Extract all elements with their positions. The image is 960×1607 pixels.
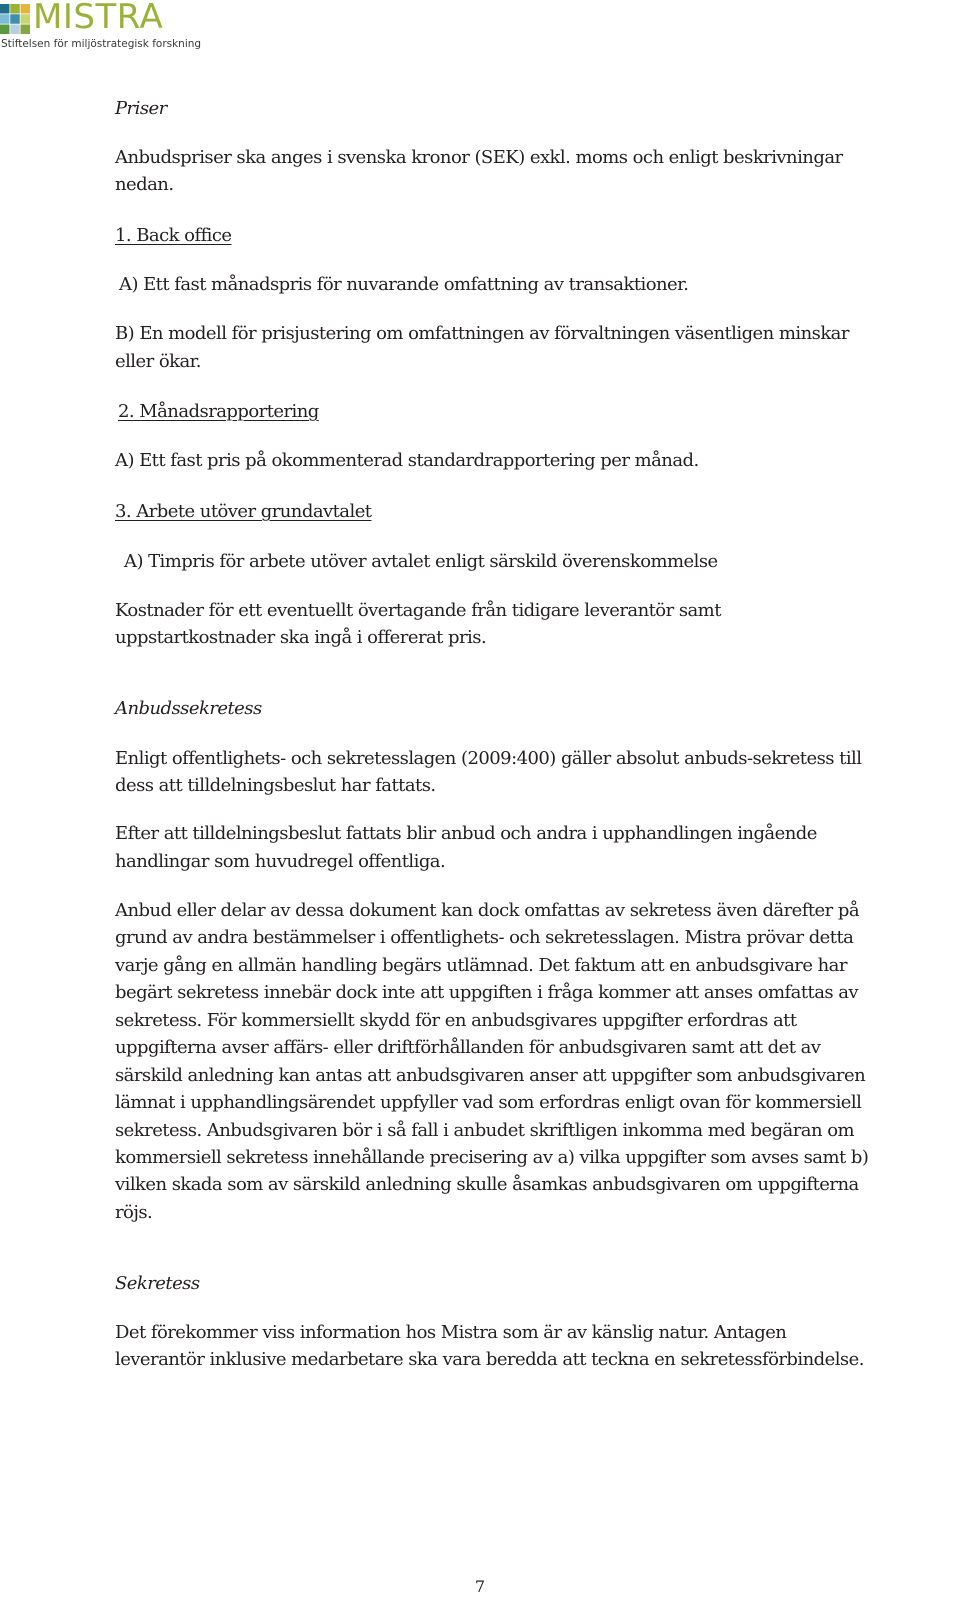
anbudssekretess-p3-line-4: begärt sekretess innebär dock inte att uppgiften i fråga kommer att anses omfattas av xyxy=(115,982,859,1003)
priser-intro-line-1: Anbudspriser ska anges i svenska kronor (SEK) exkl. moms och enligt beskrivningar xyxy=(115,147,843,168)
anbudssekretess-p1-line-1: Enligt offentlighets- och sekretesslagen (2009:400) gäller absolut anbuds-sekretess till xyxy=(115,748,862,769)
priser-closing-line-1: Kostnader för ett eventuellt övertagande från tidigare leverantör samt xyxy=(115,600,721,621)
logo-mosaic-icon xyxy=(0,4,30,34)
anbudssekretess-p3-line-8: lämnat i upphandlingsärendet uppfyller vad som erfordras enligt ovan för kommersiell xyxy=(115,1092,862,1113)
heading-anbudssekretess: Anbudssekretess xyxy=(115,698,262,719)
anbudssekretess-p3-line-11: vilken skada som av särskild anledning skulle åsamkas anbudsgivaren om uppgifterna xyxy=(115,1174,859,1195)
anbudssekretess-p3-line-2: grund av andra bestämmelser i offentlighets- och sekretesslagen. Mistra prövar detta xyxy=(115,927,854,948)
anbudssekretess-p1-line-2: dess att tilldelningsbeslut har fattats. xyxy=(115,775,436,796)
item-2-a: A) Ett fast pris på okommenterad standardrapportering per månad. xyxy=(115,450,699,471)
item-2-title: 2. Månadsrapportering xyxy=(118,401,319,422)
anbudssekretess-p3-line-3: varje gång en allmän handling begärs utlämnad. Det faktum att en anbudsgivare har xyxy=(115,955,847,976)
anbudssekretess-p3-line-1: Anbud eller delar av dessa dokument kan dock omfattas av sekretess även därefter på xyxy=(115,900,860,921)
sekretess-p1-line-1: Det förekommer viss information hos Mistra som är av känslig natur. Antagen xyxy=(115,1322,787,1343)
anbudssekretess-p3-line-12: röjs. xyxy=(115,1202,153,1223)
heading-sekretess: Sekretess xyxy=(115,1273,200,1294)
item-1-title: 1. Back office xyxy=(115,225,232,246)
anbudssekretess-p2-line-2: handlingar som huvudregel offentliga. xyxy=(115,851,446,872)
mistra-logo xyxy=(0,0,200,56)
item-3-title: 3. Arbete utöver grundavtalet xyxy=(115,501,372,522)
logo-wordmark: MISTRA xyxy=(33,0,164,37)
priser-closing-line-2: uppstartkostnader ska ingå i offererat pris. xyxy=(115,627,487,648)
anbudssekretess-p3-line-7: särskild anledning kan antas att anbudsgivaren anser att uppgifter som anbudsgivaren xyxy=(115,1065,866,1086)
anbudssekretess-p3-line-6: uppgifterna avser affärs- eller driftförhållanden för anbudsgivaren samt att det av xyxy=(115,1037,821,1058)
item-3-a: A) Timpris för arbete utöver avtalet enligt särskild överenskommelse xyxy=(124,551,718,572)
priser-intro-line-2: nedan. xyxy=(115,174,174,195)
anbudssekretess-p3-line-9: sekretess. Anbudsgivaren bör i så fall i anbudet skriftligen inkomma med begäran om xyxy=(115,1120,854,1141)
item-1-a: A) Ett fast månadspris för nuvarande omfattning av transaktioner. xyxy=(119,274,689,295)
item-1-b-line-2: eller ökar. xyxy=(115,351,201,372)
anbudssekretess-p2-line-1: Efter att tilldelningsbeslut fattats blir anbud och andra i upphandlingen ingående xyxy=(115,823,817,844)
page-number: 7 xyxy=(474,1577,486,1596)
anbudssekretess-p3-line-10: kommersiell sekretess innehållande precisering av a) vilka uppgifter som avses samt b) xyxy=(115,1147,869,1168)
sekretess-p1-line-2: leverantör inklusive medarbetare ska vara beredda att teckna en sekretessförbindelse. xyxy=(115,1349,864,1370)
item-1-b-line-1: B) En modell för prisjustering om omfattningen av förvaltningen väsentligen minskar xyxy=(115,323,849,344)
anbudssekretess-p3-line-5: sekretess. För kommersiellt skydd för en anbudsgivares uppgifter erfordras att xyxy=(115,1010,797,1031)
heading-priser: Priser xyxy=(115,98,167,119)
logo-tagline: Stiftelsen för miljöstrategisk forskning xyxy=(1,38,202,50)
